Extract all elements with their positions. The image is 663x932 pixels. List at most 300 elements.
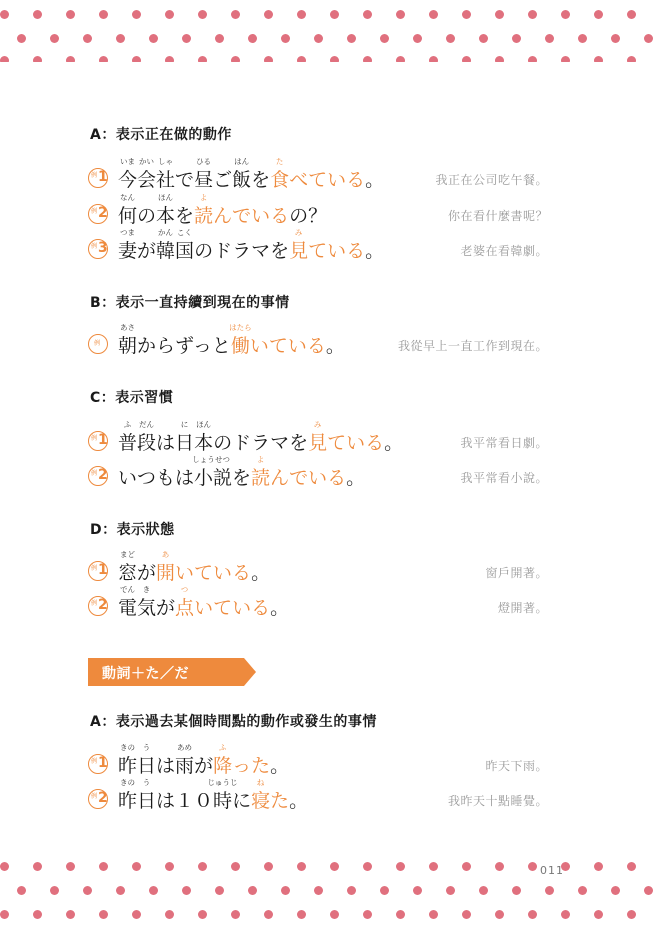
decorative-dot [33, 10, 42, 19]
japanese-sentence [118, 228, 385, 263]
example-number-badge [88, 561, 108, 581]
decorative-dot [264, 910, 273, 919]
kanji-with-furigana [156, 157, 176, 192]
decorative-dot [363, 910, 372, 919]
decorative-dot [198, 56, 207, 62]
kanji-with-furigana [289, 228, 309, 263]
japanese-sentence [118, 323, 345, 358]
segment-text: 。 [270, 597, 290, 619]
kanji-with-furigana [118, 778, 138, 813]
text-segment [175, 561, 251, 585]
segment-text: は [156, 755, 176, 777]
decorative-dot [611, 34, 620, 43]
japanese-sentence [118, 455, 366, 490]
decorative-dot [231, 10, 240, 19]
text-segment [137, 334, 231, 358]
segment-text: 日 [137, 790, 157, 812]
decorative-dot [495, 862, 504, 871]
decorative-dot [413, 34, 422, 43]
decorative-dot [578, 34, 587, 43]
text-segment [232, 754, 270, 778]
japanese-sentence [118, 743, 290, 778]
decorative-dot [165, 862, 174, 871]
kanji-with-furigana [232, 157, 252, 192]
segment-text: 働 [230, 335, 250, 357]
text-segment [156, 754, 175, 778]
kanji-with-furigana [308, 420, 328, 455]
decorative-dot [528, 10, 537, 19]
segment-text: 雨 [175, 755, 195, 777]
decorative-dot [380, 34, 389, 43]
badge-label: 例 [94, 340, 101, 347]
furigana: あ [161, 550, 170, 559]
segment-text: いている [175, 562, 252, 584]
segment-text: ご [213, 169, 233, 191]
segment-text: 何 [118, 205, 138, 227]
kanji-with-furigana [118, 585, 138, 620]
example-number-badge [88, 239, 108, 259]
kanji-with-furigana [175, 585, 195, 620]
text-segment [346, 466, 365, 490]
segment-text: べている [289, 169, 366, 191]
japanese-sentence [118, 157, 385, 192]
decorative-dot [594, 910, 603, 919]
segment-text: んでいる [213, 205, 290, 227]
decorative-dot [479, 886, 488, 895]
furigana: はん [234, 157, 250, 166]
furigana: ふ [123, 420, 132, 429]
kanji-with-furigana [213, 455, 233, 490]
decorative-dot [495, 10, 504, 19]
kanji-with-furigana [194, 193, 214, 228]
decorative-dot [413, 886, 422, 895]
example-number-badge [88, 168, 108, 188]
segment-text: いている [249, 335, 326, 357]
furigana: かい [139, 157, 155, 166]
japanese-sentence [118, 585, 290, 620]
grammar-banner [88, 658, 256, 686]
decorative-dot [0, 862, 9, 871]
decorative-dot [0, 10, 9, 19]
furigana: よ [199, 193, 208, 202]
text-segment [194, 239, 289, 263]
furigana: つま [120, 228, 135, 237]
text-segment [156, 789, 213, 813]
badge-label: 例 [91, 758, 98, 765]
segment-text: 説 [213, 467, 233, 489]
badge-number: 2 [98, 205, 108, 221]
chinese-translation: 老婆在看韓劇。 [460, 244, 548, 258]
furigana: きの [120, 743, 135, 752]
decorative-dot [561, 10, 570, 19]
decorative-dot [462, 910, 471, 919]
decorative-dot [545, 34, 554, 43]
text-segment [137, 239, 156, 263]
page-number: 011 [540, 864, 564, 877]
decorative-dot [644, 34, 653, 43]
decorative-dot [330, 910, 339, 919]
decorative-dot [50, 34, 59, 43]
segment-text: 読 [194, 205, 214, 227]
kanji-with-furigana [118, 550, 138, 585]
decorative-dot [149, 34, 158, 43]
decorative-dot [347, 34, 356, 43]
furigana: た [275, 157, 284, 166]
kanji-with-furigana [118, 157, 138, 192]
text-segment [384, 431, 403, 455]
furigana: よ [256, 455, 265, 464]
example-row [88, 158, 663, 192]
decorative-dot [627, 10, 636, 19]
furigana: かん [158, 228, 174, 237]
badge-number: 3 [98, 240, 108, 256]
decorative-dot [314, 886, 323, 895]
segment-text: 昨 [118, 755, 138, 777]
segment-text: が [194, 755, 214, 777]
furigana: ね [256, 778, 265, 787]
section-title-c-habit: C：表示習慣 [90, 390, 174, 406]
text-segment [194, 754, 213, 778]
chinese-translation: 昨天下雨。 [485, 759, 548, 773]
decorative-dot [347, 886, 356, 895]
badge-number: 1 [98, 562, 108, 578]
text-segment [251, 168, 270, 192]
decorative-dot [66, 56, 75, 62]
decorative-dot [314, 34, 323, 43]
japanese-sentence [118, 778, 309, 813]
text-segment [194, 596, 270, 620]
kanji-with-furigana [118, 743, 138, 778]
segment-text: った [232, 755, 271, 777]
furigana: じゅうじ [207, 778, 238, 787]
decorative-dot [495, 56, 504, 62]
example-row [88, 229, 663, 263]
text-segment [270, 596, 289, 620]
kanji-with-furigana [137, 157, 157, 192]
badge-label: 例 [91, 470, 98, 477]
segment-text: 点 [175, 597, 195, 619]
decorative-dot [99, 56, 108, 62]
chinese-translation: 我平常看日劇。 [460, 436, 548, 450]
decorative-dot [99, 10, 108, 19]
decorative-dot [132, 10, 141, 19]
decorative-dot [594, 10, 603, 19]
decorative-dot [611, 886, 620, 895]
chinese-translation: 你在看什麼書呢？ [447, 209, 548, 223]
badge-label: 例 [91, 243, 98, 250]
chinese-translation: 我從早上一直工作到現在。 [397, 339, 548, 353]
segment-text: 本 [156, 205, 176, 227]
decorative-dot [165, 910, 174, 919]
decorative-dot [33, 910, 42, 919]
kanji-with-furigana [213, 743, 233, 778]
decorative-dot [66, 910, 75, 919]
segment-text: ている [308, 240, 366, 262]
segment-text: 電 [118, 597, 138, 619]
furigana: あめ [177, 743, 193, 752]
chinese-translation: 燈開著。 [497, 601, 548, 615]
decorative-dot [116, 886, 125, 895]
segment-text: 降 [213, 755, 233, 777]
decorative-dot [182, 34, 191, 43]
decorative-dot [198, 862, 207, 871]
furigana: まど [120, 550, 135, 559]
badge-label: 例 [91, 600, 98, 607]
furigana: きの [120, 778, 135, 787]
example-number-badge [88, 431, 108, 451]
text-segment [270, 789, 289, 813]
kanji-with-furigana [118, 420, 138, 455]
decorative-dot [66, 10, 75, 19]
decorative-dot [297, 862, 306, 871]
decorative-dot [644, 886, 653, 895]
decorative-dot [396, 10, 405, 19]
chinese-translation: 我昨天十點睡覺。 [447, 794, 548, 808]
text-segment [175, 204, 194, 228]
decorative-dot [248, 34, 257, 43]
segment-text: 食 [270, 169, 290, 191]
top-dot-border [0, 0, 663, 62]
segment-text: ている [327, 432, 385, 454]
decorative-dot [281, 34, 290, 43]
badge-number: 2 [98, 467, 108, 483]
text-segment [213, 204, 289, 228]
decorative-dot [462, 56, 471, 62]
kanji-with-furigana [137, 743, 157, 778]
section-title-b-continuing: B：表示一直持續到現在的事情 [90, 295, 290, 311]
segment-text: が [137, 240, 157, 262]
decorative-dot [446, 34, 455, 43]
furigana: う [142, 778, 151, 787]
furigana: ほん [196, 420, 212, 429]
decorative-dot [99, 910, 108, 919]
decorative-dot [363, 862, 372, 871]
decorative-dot [495, 910, 504, 919]
decorative-dot [165, 56, 174, 62]
segment-text: 朝 [118, 335, 138, 357]
kanji-with-furigana [137, 778, 157, 813]
badge-label: 例 [91, 208, 98, 215]
badge-label: 例 [91, 793, 98, 800]
decorative-dot [264, 862, 273, 871]
text-segment [327, 431, 384, 455]
decorative-dot [17, 34, 26, 43]
decorative-dot [215, 886, 224, 895]
segment-text: 今 [118, 169, 138, 191]
decorative-dot [149, 886, 158, 895]
badge-label: 例 [91, 565, 98, 572]
segment-text: 開 [156, 562, 176, 584]
segment-text: いつもは [118, 467, 195, 489]
decorative-dot [297, 10, 306, 19]
decorative-dot [248, 886, 257, 895]
example-row [88, 194, 663, 228]
furigana: あさ [120, 323, 135, 332]
segment-text: 。 [346, 467, 366, 489]
decorative-dot [545, 886, 554, 895]
segment-text: 。 [365, 240, 385, 262]
text-segment [213, 168, 232, 192]
decorative-dot [594, 862, 603, 871]
decorative-dot [627, 56, 636, 62]
decorative-dot [66, 862, 75, 871]
furigana: だん [139, 420, 155, 429]
segment-text: 日 [137, 755, 157, 777]
chinese-translation: 窗戶開著。 [485, 566, 548, 580]
furigana: なん [120, 193, 135, 202]
segment-text: 見 [289, 240, 309, 262]
decorative-dot [264, 10, 273, 19]
segment-text: は [156, 432, 176, 454]
text-segment [156, 431, 175, 455]
banner-label: 動詞＋た／だ [102, 666, 189, 682]
decorative-dot [198, 10, 207, 19]
text-segment [156, 596, 175, 620]
text-segment [137, 204, 156, 228]
kanji-with-furigana [229, 323, 252, 358]
decorative-dot [330, 862, 339, 871]
segment-text: 。 [251, 562, 271, 584]
furigana: はたら [229, 323, 252, 332]
japanese-sentence [118, 550, 271, 585]
japanese-sentence [118, 420, 404, 455]
chinese-translation: 我正在公司吃午餐。 [435, 173, 548, 187]
text-segment [213, 431, 308, 455]
decorative-dot [330, 10, 339, 19]
decorative-dot [429, 862, 438, 871]
badge-label: 例 [91, 435, 98, 442]
segment-text: 。 [289, 790, 309, 812]
kanji-with-furigana [137, 585, 157, 620]
kanji-with-furigana [251, 455, 271, 490]
badge-number: 2 [98, 790, 108, 806]
example-number-badge [88, 789, 108, 809]
text-segment [289, 168, 365, 192]
text-segment [250, 334, 326, 358]
segment-text: 飯 [232, 169, 252, 191]
kanji-with-furigana [175, 228, 195, 263]
decorative-dot [83, 34, 92, 43]
example-row [88, 421, 663, 455]
furigana: み [294, 228, 303, 237]
text-segment [365, 168, 384, 192]
decorative-dot [198, 910, 207, 919]
decorative-dot [99, 862, 108, 871]
furigana: う [142, 743, 151, 752]
decorative-dot [512, 886, 521, 895]
segment-text: 国 [175, 240, 195, 262]
decorative-dot [33, 862, 42, 871]
segment-text: 日 [175, 432, 195, 454]
segment-text: を [251, 169, 271, 191]
segment-text: 見 [308, 432, 328, 454]
kanji-with-furigana [156, 193, 176, 228]
furigana: つ [180, 585, 189, 594]
kanji-with-furigana [175, 420, 195, 455]
segment-text: 読 [251, 467, 271, 489]
decorative-dot [132, 910, 141, 919]
decorative-dot [479, 34, 488, 43]
segment-text: のドラマを [213, 432, 309, 454]
example-number-badge [88, 754, 108, 774]
decorative-dot [561, 910, 570, 919]
kanji-with-furigana [118, 323, 138, 358]
kanji-with-furigana [118, 228, 138, 263]
segment-text: 窓 [118, 562, 138, 584]
badge-number: 1 [98, 169, 108, 185]
example-row [88, 551, 663, 585]
segment-text: 昼 [194, 169, 214, 191]
decorative-dot [429, 910, 438, 919]
decorative-dot [231, 56, 240, 62]
kanji-with-furigana [118, 193, 138, 228]
segment-text: 。 [384, 432, 404, 454]
decorative-dot [627, 862, 636, 871]
segment-text: 段 [137, 432, 157, 454]
decorative-dot [627, 910, 636, 919]
segment-text: 寝 [251, 790, 271, 812]
decorative-dot [561, 56, 570, 62]
furigana: しゃ [158, 157, 174, 166]
furigana: こく [177, 228, 193, 237]
kanji-with-furigana [207, 778, 238, 813]
text-segment [365, 239, 384, 263]
decorative-dot [462, 862, 471, 871]
furigana: み [313, 420, 322, 429]
segment-text: 韓 [156, 240, 176, 262]
example-number-badge [88, 334, 108, 354]
decorative-dot [396, 862, 405, 871]
furigana: いま [120, 157, 135, 166]
decorative-dot [429, 10, 438, 19]
text-segment [118, 466, 194, 490]
segment-text: 昨 [118, 790, 138, 812]
badge-label: 例 [91, 172, 98, 179]
japanese-sentence [118, 193, 328, 228]
text-segment [326, 334, 345, 358]
kanji-with-furigana [270, 157, 290, 192]
decorative-dot [17, 886, 26, 895]
segment-text: を [232, 467, 252, 489]
decorative-dot [363, 10, 372, 19]
example-row [88, 779, 663, 813]
decorative-dot [528, 910, 537, 919]
example-row [88, 324, 663, 358]
example-number-badge [88, 596, 108, 616]
decorative-dot [363, 56, 372, 62]
decorative-dot [231, 862, 240, 871]
kanji-with-furigana [192, 455, 215, 490]
decorative-dot [231, 910, 240, 919]
kanji-with-furigana [194, 420, 214, 455]
kanji-with-furigana [137, 420, 157, 455]
segment-text: を [175, 205, 195, 227]
segment-text: 気 [137, 597, 157, 619]
decorative-dot [512, 34, 521, 43]
segment-text: 会 [137, 169, 157, 191]
segment-text: のドラマを [194, 240, 290, 262]
decorative-dot [132, 56, 141, 62]
segment-text: 。 [270, 755, 290, 777]
decorative-dot [380, 886, 389, 895]
segment-text: の [137, 205, 157, 227]
text-segment [308, 239, 365, 263]
text-segment [270, 754, 289, 778]
decorative-dot [50, 886, 59, 895]
decorative-dot [528, 862, 537, 871]
text-segment [232, 789, 251, 813]
text-segment [251, 561, 270, 585]
